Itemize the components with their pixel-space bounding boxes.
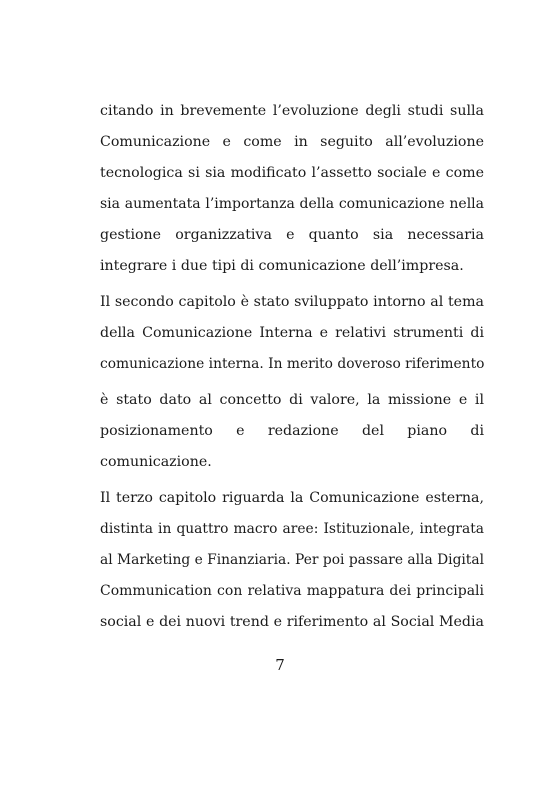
text-line: è stato dato al concetto di valore, la missione e il	[100, 392, 484, 408]
text-line: gestione organizzativa e quanto sia necessaria	[100, 227, 484, 243]
text-line: comunicazione interna. In merito doveroso riferimento	[100, 356, 485, 372]
text-line: social e dei nuovi trend e riferimento al Social Media	[100, 614, 484, 630]
text-line: Il terzo capitolo riguarda la Comunicazione esterna,	[100, 490, 484, 506]
text-line: Comunicazione e come in seguito all’evoluzione	[100, 134, 484, 150]
text-line: della Comunicazione Interna e relativi strumenti di	[100, 325, 484, 341]
text-line: Il secondo capitolo è stato sviluppato intorno al tema	[100, 294, 484, 310]
paragraph-3	[100, 385, 484, 478]
text-line: distinta in quattro macro aree: Istituzionale, integrata	[100, 521, 484, 537]
body-text	[100, 96, 484, 638]
text-line: posizionamento e redazione del piano di	[100, 423, 484, 439]
paragraph-4	[100, 483, 484, 638]
text-line: integrare i due tipi di comunicazione dell’impresa.	[100, 258, 464, 274]
text-line: al Marketing e Finanziaria. Per poi passare alla Digital	[100, 552, 484, 568]
text-line: citando in brevemente l’evoluzione degli studi sulla	[100, 103, 484, 119]
paragraph-1	[100, 96, 484, 282]
text-line: Communication con relativa mappatura dei principali	[100, 583, 484, 599]
text-line: sia aumentata l’importanza della comunicazione nella	[100, 196, 484, 212]
paragraph-2	[100, 287, 484, 380]
text-line: comunicazione.	[100, 454, 212, 470]
text-line: tecnologica si sia modificato l’assetto sociale e come	[100, 165, 484, 181]
page-number: 7	[275, 656, 285, 674]
